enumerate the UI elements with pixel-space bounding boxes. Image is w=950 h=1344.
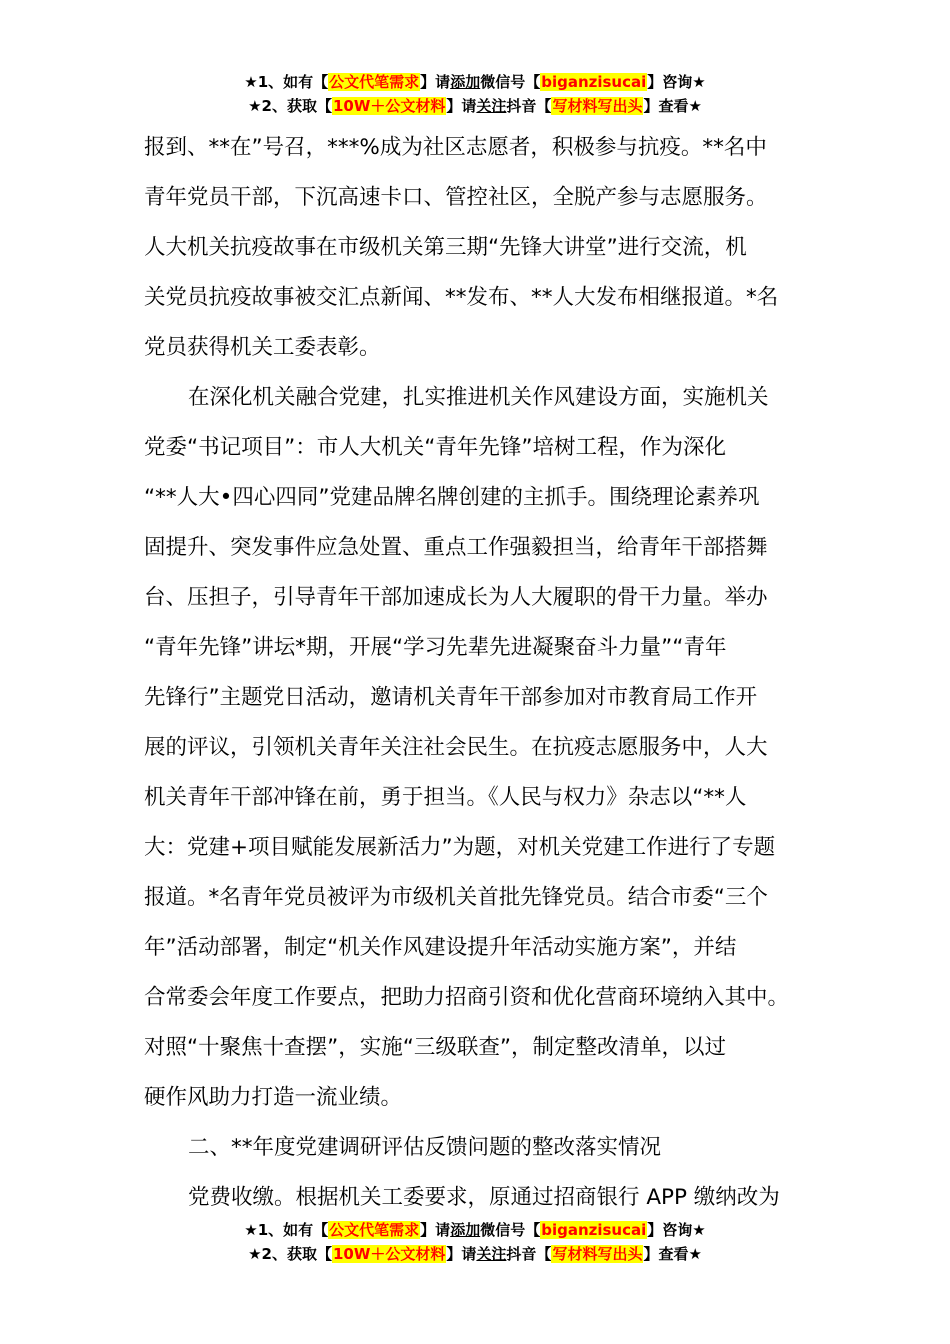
text-line: 党员获得机关工委表彰。 bbox=[144, 335, 381, 360]
footer-line-2 bbox=[0, 1242, 950, 1266]
document-body bbox=[144, 123, 808, 1223]
banner-highlight: 10W＋公文材料 bbox=[332, 97, 446, 115]
text-line: 报到、**在”号召，***%成为社区志愿者，积极参与抗疫。**名中 bbox=[144, 135, 767, 160]
banner-text: 微信号【 bbox=[480, 73, 541, 91]
section-heading-2 bbox=[144, 1123, 808, 1173]
text-line: 先锋行”主题党日活动，邀请机关青年干部参加对市教育局工作开 bbox=[144, 685, 758, 710]
footer-banner bbox=[0, 1218, 950, 1266]
banner-underlined: 关注 bbox=[476, 1245, 507, 1263]
footer-line-1 bbox=[0, 1218, 950, 1242]
text-line: 合常委会年度工作要点，把助力招商引资和优化营商环境纳入其中。 bbox=[144, 985, 790, 1010]
text-line: 党委“书记项目”：市人大机关“青年先锋”培树工程，作为深化 bbox=[144, 435, 727, 460]
banner-text: 】请 bbox=[420, 1221, 451, 1239]
banner-text: 】咨询★ bbox=[647, 73, 706, 91]
wechat-id-highlight: biganzisucai bbox=[541, 1221, 647, 1239]
banner-text: ★1、如有【 bbox=[244, 1221, 329, 1239]
banner-text: 微信号【 bbox=[480, 1221, 541, 1239]
banner-text: ★2、获取【 bbox=[248, 97, 332, 115]
header-line-2 bbox=[0, 94, 950, 118]
banner-text: ★2、获取【 bbox=[248, 1245, 332, 1263]
banner-text: 】查看★ bbox=[643, 1245, 702, 1263]
douyin-id-highlight: 写材料写出头 bbox=[552, 1245, 643, 1263]
paragraph-1 bbox=[144, 123, 808, 373]
banner-underlined: 添加 bbox=[450, 1221, 481, 1239]
banner-text: 抖音【 bbox=[506, 97, 552, 115]
text-line: 在深化机关融合党建，扎实推进机关作风建设方面，实施机关 bbox=[188, 385, 769, 410]
text-line: “**人大•四心四同”党建品牌名牌创建的主抓手。围绕理论素养巩 bbox=[144, 485, 760, 510]
text-line: 报道。*名青年党员被评为市级机关首批先锋党员。结合市委“三个 bbox=[144, 885, 768, 910]
text-line: 台、压担子，引导青年干部加速成长为人大履职的骨干力量。举办 bbox=[144, 585, 768, 610]
banner-text: 】咨询★ bbox=[647, 1221, 706, 1239]
text-line: 固提升、突发事件应急处置、重点工作强毅担当，给青年干部搭舞 bbox=[144, 535, 768, 560]
wechat-id-highlight: biganzisucai bbox=[541, 73, 647, 91]
banner-text: 】查看★ bbox=[643, 97, 702, 115]
banner-underlined: 关注 bbox=[476, 97, 507, 115]
banner-text: 】请 bbox=[420, 73, 451, 91]
text-line: “青年先锋”讲坛*期，开展“学习先辈先进凝聚奋斗力量”“青年 bbox=[144, 635, 727, 660]
text-line: 青年党员干部，下沉高速卡口、管控社区，全脱产参与志愿服务。 bbox=[144, 185, 768, 210]
text-line: 对照“十聚焦十查摆”，实施“三级联查”，制定整改清单，以过 bbox=[144, 1035, 727, 1060]
paragraph-2 bbox=[144, 373, 808, 1123]
banner-highlight: 公文代笔需求 bbox=[329, 1221, 420, 1239]
banner-text: 】请 bbox=[446, 97, 477, 115]
banner-highlight: 公文代笔需求 bbox=[329, 73, 420, 91]
text-line: 展的评议，引领机关青年关注社会民生。在抗疫志愿服务中，人大 bbox=[144, 735, 768, 760]
banner-underlined: 添加 bbox=[450, 73, 481, 91]
douyin-id-highlight: 写材料写出头 bbox=[552, 97, 643, 115]
text-line: 大：党建+项目赋能发展新活力”为题，对机关党建工作进行了专题 bbox=[144, 835, 776, 860]
header-banner bbox=[0, 70, 950, 118]
text-line: 人大机关抗疫故事在市级机关第三期“先锋大讲堂”进行交流，机 bbox=[144, 235, 747, 260]
header-line-1 bbox=[0, 70, 950, 94]
text-line: 机关青年干部冲锋在前，勇于担当。《人民与权力》杂志以“**人 bbox=[144, 785, 747, 810]
paragraph-3 bbox=[144, 1173, 808, 1223]
text-line: 党费收缴。根据机关工委要求，原通过招商银行 APP 缴纳改为 bbox=[188, 1185, 780, 1210]
heading-text: 二、**年度党建调研评估反馈问题的整改落实情况 bbox=[188, 1135, 662, 1160]
banner-text: 】请 bbox=[446, 1245, 477, 1263]
text-line: 年”活动部署，制定“机关作风建设提升年活动实施方案”，并结 bbox=[144, 935, 737, 960]
banner-text: 抖音【 bbox=[506, 1245, 552, 1263]
banner-highlight: 10W＋公文材料 bbox=[332, 1245, 446, 1263]
text-line: 关党员抗疫故事被交汇点新闻、**发布、**人大发布相继报道。*名 bbox=[144, 285, 779, 310]
banner-text: ★1、如有【 bbox=[244, 73, 329, 91]
text-line: 硬作风助力打造一流业绩。 bbox=[144, 1085, 403, 1110]
